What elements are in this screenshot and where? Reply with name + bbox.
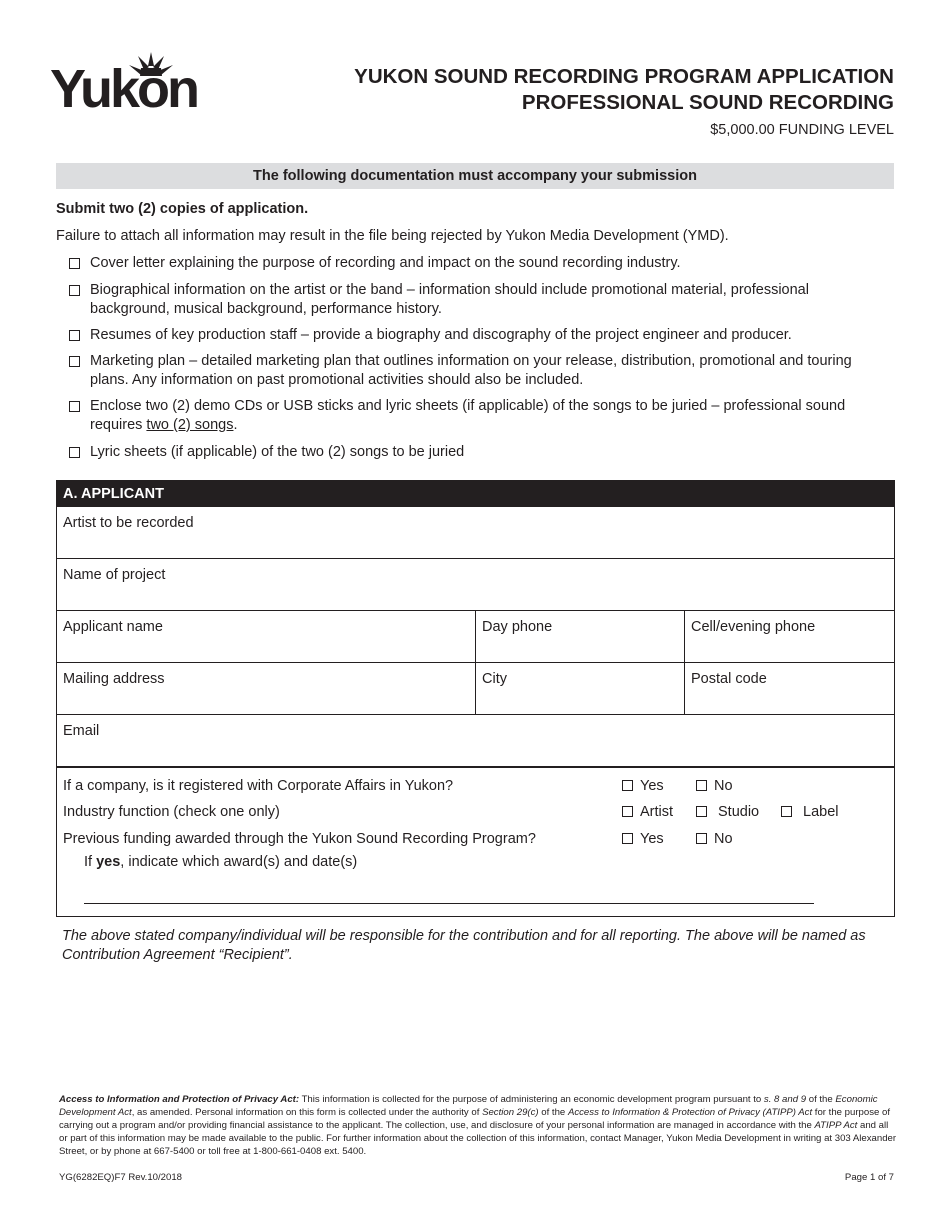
option-label: Artist [640,804,674,820]
privacy-ref: Access to Information & Protection of Privacy (ATIPP) Act [567,1107,813,1118]
cell-phone-field[interactable] [685,611,894,663]
privacy-text: of the [806,1094,836,1105]
applicant-name-label: Applicant name [63,619,163,635]
funding-no-option[interactable] [696,831,733,847]
email-field[interactable] [57,715,894,768]
checkbox[interactable] [622,833,633,844]
checkbox[interactable] [696,833,707,844]
checkbox[interactable] [69,447,80,458]
option-label: Yes [640,831,664,847]
privacy-text: and all or part of this information may be made available to the public. For further information about the collection of this information, contact Manager, Yukon Media Development in writing at 303 Alexander Street, or by phone at 667-5400 or toll free at 1-800-661-0408 ext. 5400. [59,1120,897,1157]
checklist-item [69,397,889,435]
option-label: Yes [640,778,664,794]
option-label: No [714,778,733,794]
checklist-item [69,281,889,319]
award-details-prompt [84,854,357,870]
checklist-item-text: Lyric sheets (if applicable) of the two (2) songs to be juried [90,444,465,460]
checkbox[interactable] [781,806,792,817]
prompt-bold: yes [96,854,121,870]
cell-phone-label: Cell/evening phone [691,619,816,635]
mailing-address-field[interactable] [57,663,476,715]
applicant-section-heading: A. APPLICANT [57,481,894,507]
page-number: Page 1 of 7 [844,1172,894,1183]
checklist-item [69,443,889,462]
checklist-item-text: Resumes of key production staff – provide a biography and discography of the project engineer and producer. [90,327,792,343]
checkbox[interactable] [696,780,707,791]
artist-label: Artist to be recorded [63,515,194,531]
privacy-text: , as amended. Personal information on this form is collected under the authority of [131,1107,483,1118]
checklist-item-text-main: Enclose two (2) demo CDs or USB sticks and lyric sheets (if applicable) of the songs to be juried – professional sound requires [90,398,846,433]
privacy-ref: ATIPP Act [814,1120,858,1131]
two-songs-underlined: two (2) songs [146,417,234,433]
applicant-section [56,480,895,917]
privacy-lead: Access to Information and Protection of Privacy Act: [59,1094,300,1105]
award-details-input-line[interactable] [84,903,814,904]
funding-level: $5,000.00 FUNDING LEVEL [710,122,894,138]
email-label: Email [63,723,100,739]
company-registered-question: If a company, is it registered with Corporate Affairs in Yukon? [63,778,454,794]
responsibility-note: The above stated company/individual will be responsible for the contribution and for all reporting. The above will be named as Contribution Agreement “Recipient”. [62,928,866,963]
checkbox[interactable] [69,285,80,296]
checklist-item-text: Biographical information on the artist or the band – information should include promotional material, professional background, musical background, performance history. [90,282,809,317]
failure-note: Failure to attach all information may result in the file being rejected by Yukon Media Development (YMD). [56,228,729,244]
mailing-address-label: Mailing address [63,671,165,687]
previous-funding-question: Previous funding awarded through the Yukon Sound Recording Program? [63,831,536,847]
privacy-ref: Economic Development Act [59,1094,878,1118]
checkbox[interactable] [622,806,633,817]
checkbox[interactable] [622,780,633,791]
checkbox[interactable] [696,806,707,817]
postal-code-label: Postal code [691,671,767,687]
option-label: Studio [718,804,760,820]
option-label: No [714,831,733,847]
column-divider [684,611,685,715]
checklist-item [69,254,889,273]
industry-label-option[interactable] [781,804,838,820]
checkbox[interactable] [69,356,80,367]
prompt-suffix: , indicate which award(s) and date(s) [120,854,358,870]
project-name-label: Name of project [63,567,166,583]
checklist-item [69,352,889,390]
city-label: City [482,671,507,687]
funding-yes-option[interactable] [622,831,664,847]
checklist-item-text: Marketing plan – detailed marketing plan that outlines information on your release, distribution, promotional and touring plans. Any information on past promotional activities should also be included. [90,353,852,388]
option-label: Label [803,804,839,820]
form-title [354,64,894,142]
logo-wordmark: Yukon [50,59,198,119]
project-name-field[interactable] [57,559,894,611]
yukon-logo [50,52,210,119]
title-line-2: PROFESSIONAL SOUND RECORDING [521,91,894,114]
checklist-item-text-end: . [233,417,238,433]
privacy-ref: Section 29(c) [482,1107,539,1118]
privacy-statement [59,1093,899,1158]
checklist-item-text: Cover letter explaining the purpose of recording and impact on the sound recording industry. [90,255,681,271]
privacy-text: of the [538,1107,568,1118]
company-yes-option[interactable] [622,778,664,794]
postal-code-field[interactable] [685,663,894,715]
privacy-ref: s. 8 and 9 [763,1094,807,1105]
checkbox[interactable] [69,401,80,412]
company-no-option[interactable] [696,778,733,794]
checkbox[interactable] [69,330,80,341]
documentation-heading: The following documentation must accompany your submission [56,163,894,189]
applicant-name-field[interactable] [57,611,476,663]
privacy-text: This information is collected for the purpose of administering an economic development program pursuant to [299,1094,764,1105]
industry-artist-option[interactable] [622,804,673,820]
prompt-prefix: If [84,854,97,870]
submit-copies-note: Submit two (2) copies of application. [56,201,309,217]
checkbox[interactable] [69,258,80,269]
title-line-1: YUKON SOUND RECORDING PROGRAM APPLICATION [354,65,894,88]
artist-field[interactable] [57,507,894,559]
form-code: YG(6282EQ)F7 Rev.10/2018 [59,1172,183,1183]
city-field[interactable] [476,663,685,715]
column-divider [475,611,476,715]
checklist-item-text [90,397,889,435]
day-phone-field[interactable] [476,611,685,663]
industry-function-question: Industry function (check one only) [63,804,280,820]
privacy-text: for the purpose of carrying out a program and/or providing financial assistance to the applicant. The collection, use, and disclosure of your personal information are managed in accordance with the [59,1107,891,1131]
checklist-item [69,326,889,345]
day-phone-label: Day phone [482,619,553,635]
industry-studio-option[interactable] [696,804,759,820]
